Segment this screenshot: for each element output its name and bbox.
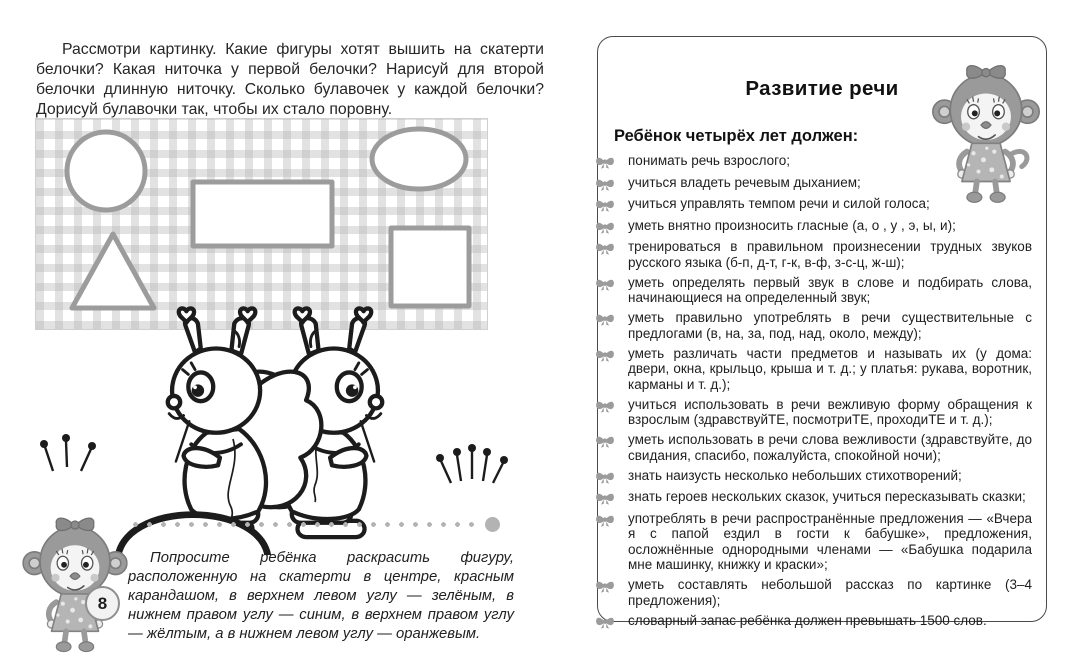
- bow-icon: [595, 240, 615, 256]
- checklist-item-text: тренироваться в правильном произнесении трудных звуков русского языка (б-п, д-т, г-к, в-ф, з-с-ц, ж-ш);: [628, 239, 1032, 270]
- checklist-item: [628, 346, 1032, 393]
- checklist-item-text: словарный запас ребёнка должен превышать 1500 слов.: [628, 612, 987, 628]
- bow-icon: [595, 512, 615, 528]
- page-number: 8: [97, 593, 108, 613]
- checklist-item-text: уметь составлять небольшой рассказ по картинке (3–4 предложения);: [628, 577, 1032, 608]
- separator-end-dot: [485, 517, 500, 532]
- bow-icon: [595, 433, 615, 449]
- bow-icon: [595, 311, 615, 327]
- checklist-item-text: знать героев нескольких сказок, учиться пересказывать сказки;: [628, 489, 1026, 504]
- checklist-item: [628, 432, 1032, 463]
- checklist-item: [628, 175, 1032, 192]
- bow-icon: [595, 176, 615, 192]
- bow-icon: [595, 197, 615, 213]
- dotted-separator: [131, 520, 483, 529]
- checklist-item: [628, 275, 1032, 306]
- checklist-item: [628, 577, 1032, 608]
- bow-icon: [595, 154, 615, 170]
- checklist-item: [628, 218, 1032, 235]
- bow-icon: [595, 469, 615, 485]
- page-number-badge: [85, 586, 120, 621]
- checklist-item-text: употреблять в речи распространённые предложения — «Вчера я с папой ездил в гости к бабушке», предложения, осложнённые однородными членами — «Бабушка подарила мне машинку, книжку и краски»;: [628, 510, 1032, 572]
- checklist-item: [628, 613, 1032, 630]
- checklist-item: [628, 153, 1032, 170]
- checklist-item-text: знать наизусть несколько небольших стихотворений;: [628, 467, 962, 483]
- bow-icon: [595, 490, 615, 506]
- checklist-item: [628, 310, 1032, 341]
- circle-shape: [67, 132, 145, 210]
- checklist-item: [628, 511, 1032, 573]
- page-title: Развитие речи: [745, 77, 899, 100]
- checklist-item-text: учиться управлять темпом речи и силой голоса;: [628, 196, 930, 211]
- checklist-item-text: уметь использовать в речи слова вежливости (здравствуйте, до свидания, спасибо, пожалуйста, спокойной ночи);: [628, 432, 1032, 463]
- checklist-item-text: уметь различать части предметов и называть их (у дома: двери, окна, крыльцо, крыша и т. д.; у платья: рукава, воротник, карманы и т. д.);: [628, 345, 1032, 392]
- bow-icon: [595, 219, 615, 235]
- monkey-mascot-left: [22, 508, 128, 654]
- checklist-item-text: учиться владеть речевым дыханием;: [628, 174, 861, 190]
- task-intro-text: Рассмотри картинку. Какие фигуры хотят вышить на скатерти белочки? Какая ниточка у первой белочки? Нарисуй для второй белочки длинную ниточку. Сколько булавочек у каждой белочки? Дорисуй булавочки так, чтобы их стало поровну.: [36, 40, 544, 118]
- checklist-item: [628, 239, 1032, 270]
- oval-shape: [372, 129, 466, 189]
- checklist-item-text: понимать речь взрослого;: [628, 153, 791, 168]
- checklist-item: [628, 196, 1032, 213]
- skills-checklist: [628, 153, 1032, 634]
- bow-icon: [595, 614, 615, 630]
- checklist-item-text: уметь определять первый звук в слове и подбирать слова, начинающиеся на определенный звук;: [628, 274, 1032, 305]
- bow-icon: [595, 398, 615, 414]
- checklist-item-text: учиться использовать в речи вежливую форму обращения к взрослым (здравствуйТЕ, посмотриТЕ, проходиТЕ и т. д.);: [628, 396, 1032, 427]
- dotted-line: [131, 520, 483, 529]
- speech-development-panel: [597, 36, 1047, 628]
- checklist-item-text: уметь правильно употреблять в речи существительные с предлогами (в, на, за, под, над, около, между);: [628, 310, 1032, 341]
- rectangle-shape: [193, 182, 332, 246]
- pincushion-left-pins: [40, 434, 96, 471]
- bow-icon: [595, 347, 615, 363]
- pincushion-right-pins: [436, 444, 508, 483]
- checklist-item: [628, 397, 1032, 428]
- checklist-item: [628, 468, 1032, 485]
- parent-instruction-text: Попросите ребёнка раскрасить фигуру, расположенную на скатерти в центре, красным карандашом, в верхнем левом углу — зелёным, в нижнем правом углу — синим, в верхнем правом углу — жёлтым, а в нижнем левом углу — оранжевым.: [128, 549, 514, 642]
- bow-icon: [595, 276, 615, 292]
- section-subtitle: Ребёнок четырёх лет должен:: [614, 127, 859, 145]
- checklist-item: [628, 489, 1032, 506]
- checklist-item-text: уметь внятно произносить гласные (а, о , у , э, ы, и);: [628, 217, 956, 233]
- bow-icon: [595, 578, 615, 594]
